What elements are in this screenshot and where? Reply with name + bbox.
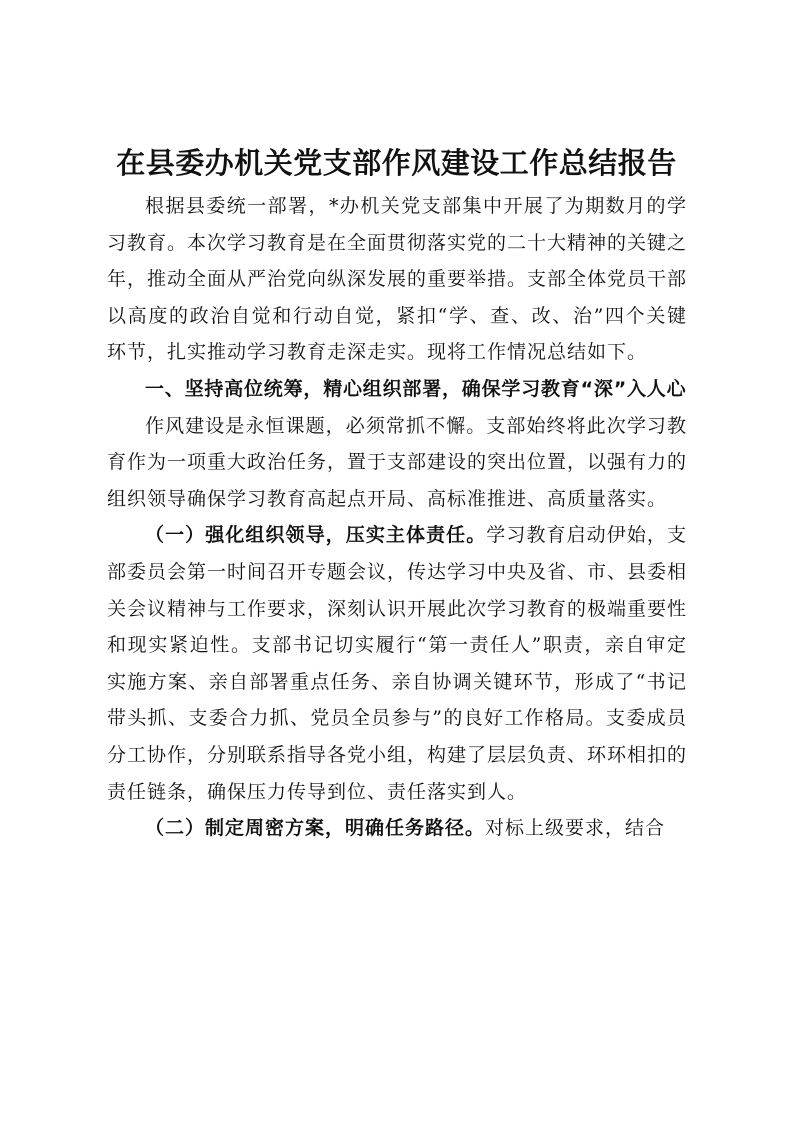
document-title: 在县委办机关党支部作风建设工作总结报告 — [116, 146, 677, 180]
subsection-1-paragraph — [107, 517, 687, 810]
subsection-1-text: 学习教育启动伊始，支部委员会第一时间召开专题会议，传达学习中央及省、市、县委相关会议精神与工作要求，深刻认识开展此次学习教育的极端重要性和现实紧迫性。支部书记切实履行“第一责任人”职责，亲自审定实施方案、亲自部署重点任务、亲自协调关键环节，形成了“书记带头抓、支委合力抓、党员全员参与”的良好工作格局。支委成员分工协作，分别联系指导各党小组，构建了层层负责、环环相扣的责任链条，确保压力传导到位、责任落实到人。 — [107, 524, 688, 803]
document-body — [107, 188, 687, 847]
subsection-2-text: 对标上级要求，结合 — [485, 817, 666, 840]
section-1-paragraph: 作风建设是永恒课题，必须常抓不懈。支部始终将此次学习教育作为一项重大政治任务，置于支部建设的突出位置，以强有力的组织领导确保学习教育高起点开局、高标准推进、高质量落实。 — [107, 414, 688, 510]
section-heading-1: 一、坚持高位统筹，精心组织部署，确保学习教育“深”入人心 — [145, 377, 687, 400]
subsection-1-lead: （一）强化组织领导，压实主体责任。 — [145, 524, 487, 547]
subsection-2-lead: （二）制定周密方案，明确任务路径。 — [145, 817, 486, 840]
subsection-2-paragraph — [107, 810, 687, 847]
intro-paragraph: 根据县委统一部署，*办机关党支部集中开展了为期数月的学习教育。本次学习教育是在全面贯彻落实党的二十大精神的关键之年，推动全面从严治党向纵深发展的重要举措。支部全体党员干部以高度的政治自觉和行动自觉，紧扣“学、查、改、治”四个关键环节，扎实推动学习教育走深走实。现将工作情况总结如下。 — [107, 195, 688, 364]
